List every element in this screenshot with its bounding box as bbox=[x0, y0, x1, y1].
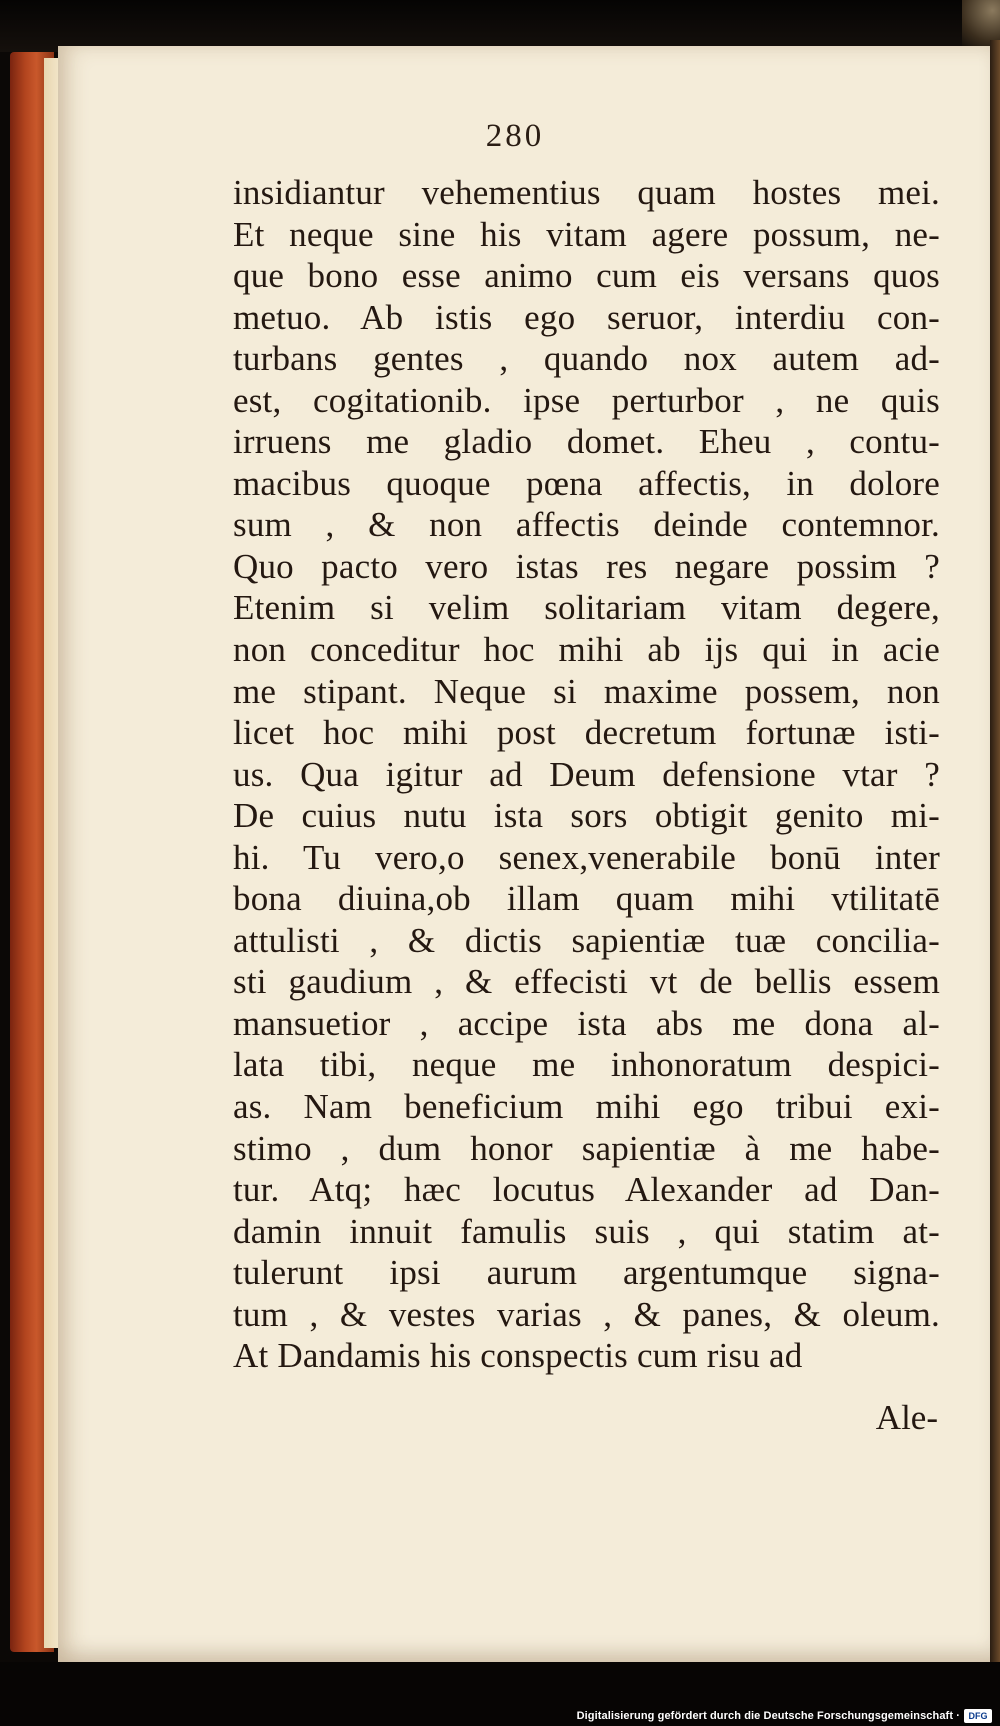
text-line: us. Qua igitur ad Deum defensione vtar ? bbox=[233, 754, 940, 794]
text-line: licet hoc mihi post decretum fortunæ isti- bbox=[233, 713, 940, 753]
text-line: bona diuina,ob illam quam mihi vtilitatē bbox=[233, 879, 940, 919]
body-text bbox=[233, 172, 940, 1377]
text-line: macibus quoque pœna affectis, in dolore bbox=[233, 463, 940, 503]
text-line: At Dandamis his conspectis cum risu ad bbox=[233, 1336, 803, 1376]
text-line: non conceditur hoc mihi ab ijs qui in acie bbox=[233, 630, 940, 670]
dfg-logo-icon: DFG bbox=[964, 1709, 992, 1723]
text-line: tum , & vestes varias , & panes, & oleum. bbox=[233, 1294, 940, 1334]
page-number: 280 bbox=[485, 118, 545, 154]
catchword: Ale- bbox=[875, 1398, 938, 1437]
text-line: De cuius nutu ista sors obtigit genito mi- bbox=[233, 796, 940, 836]
text-line: attulisti , & dictis sapientiæ tuæ concilia- bbox=[233, 920, 940, 960]
text-line: stimo , dum honor sapientiæ à me habe- bbox=[233, 1128, 940, 1168]
text-line: damin innuit famulis suis , qui statim at- bbox=[233, 1211, 940, 1251]
text-line: que bono esse animo cum eis versans quos bbox=[233, 256, 940, 296]
text-line: insidiantur vehementius quam hostes mei. bbox=[233, 173, 940, 212]
text-line: hi. Tu vero,o senex,venerabile bonū inter bbox=[233, 837, 940, 877]
text-line: est, cogitationib. ipse perturbor , ne quis bbox=[233, 380, 940, 420]
text-line: me stipant. Neque si maxime possem, non bbox=[233, 671, 940, 711]
text-line: turbans gentes , quando nox autem ad- bbox=[233, 339, 940, 379]
digitization-credit: Digitalisierung gefördert durch die Deutsche Forschungsgemeinschaft · bbox=[576, 1710, 960, 1722]
text-line: sti gaudium , & effecisti vt de bellis essem bbox=[233, 962, 940, 1002]
scan-bottom-border bbox=[0, 1662, 1000, 1726]
text-line: metuo. Ab istis ego seruor, interdiu con- bbox=[233, 297, 940, 337]
text-line: as. Nam beneficium mihi ego tribui exi- bbox=[233, 1087, 940, 1127]
text-line: mansuetior , accipe ista abs me dona al- bbox=[233, 1003, 940, 1043]
text-line: Etenim si velim solitariam vitam degere, bbox=[233, 588, 940, 628]
page-right-edge bbox=[990, 40, 1000, 1670]
text-line: Quo pacto vero istas res negare possim ? bbox=[233, 546, 940, 586]
text-line: Et neque sine his vitam agere possum, ne- bbox=[233, 214, 940, 254]
text-line: tur. Atq; hæc locutus Alexander ad Dan- bbox=[233, 1170, 940, 1210]
text-line: lata tibi, neque me inhonoratum despici- bbox=[233, 1045, 940, 1085]
text-line: tulerunt ipsi aurum argentumque signa- bbox=[233, 1253, 940, 1293]
scan-top-border bbox=[0, 0, 1000, 52]
text-line: sum , & non affectis deinde contemnor. bbox=[233, 505, 940, 545]
text-line: irruens me gladio domet. Eheu , contu- bbox=[233, 422, 940, 462]
